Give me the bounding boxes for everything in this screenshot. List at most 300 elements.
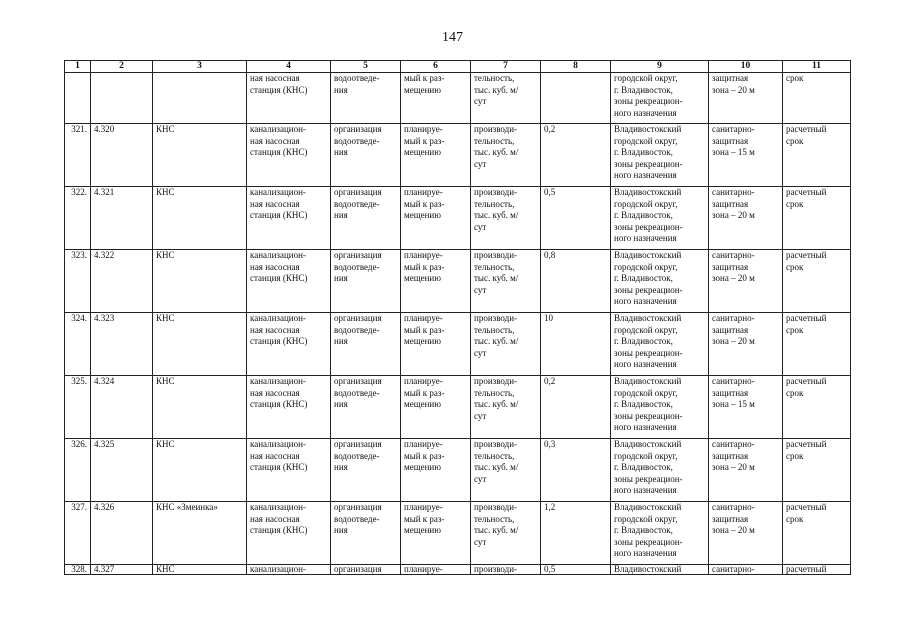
cell-value: 0,5 <box>541 187 611 250</box>
column-header: 1 <box>65 61 91 73</box>
cell-term <box>783 73 851 124</box>
cell-name: КНС <box>153 439 247 502</box>
cell-line: ного назначения <box>614 548 677 558</box>
cell-zone <box>709 376 783 439</box>
cell-characteristic <box>471 376 541 439</box>
cell-row-number: 328. <box>65 565 91 575</box>
cell-line: городской округ, <box>614 513 678 524</box>
cell-location <box>611 187 709 250</box>
cell-purpose <box>331 502 401 565</box>
cell-line: г. Владивосток, <box>614 273 673 283</box>
column-header: 3 <box>153 61 247 73</box>
cell-line: г. Владивосток, <box>614 84 673 95</box>
cell-status <box>401 124 471 187</box>
cell-line: зоны рекреацион- <box>614 410 683 421</box>
cell-line: сут <box>474 158 487 169</box>
cell-line: тельность, <box>474 261 515 272</box>
cell-line: производи- <box>474 250 518 260</box>
cell-line: зоны рекреацион- <box>614 536 683 547</box>
cell-line: водоотведе- <box>334 324 380 335</box>
cell-code <box>91 73 153 124</box>
cell-line: тыс. куб. м/ <box>474 336 519 346</box>
cell-line: планируе- <box>404 313 443 323</box>
cell-code: 4.320 <box>91 124 153 187</box>
cell-term <box>783 439 851 502</box>
cell-characteristic <box>471 565 541 575</box>
cell-zone <box>709 313 783 376</box>
cell-purpose <box>331 313 401 376</box>
cell-line: тельность, <box>474 450 515 461</box>
cell-line: расчетный <box>786 250 827 260</box>
cell-line: водоотведе- <box>334 73 380 83</box>
cell-line: ния <box>334 462 348 472</box>
cell-line: мый к раз- <box>404 513 445 524</box>
cell-line: ния <box>334 336 348 346</box>
cell-line: производи- <box>474 376 518 386</box>
cell-line: ная насосная <box>250 450 300 461</box>
cell-row-number: 327. <box>65 502 91 565</box>
cell-location <box>611 439 709 502</box>
cell-line: ная насосная <box>250 135 300 146</box>
cell-code: 4.327 <box>91 565 153 575</box>
cell-location <box>611 565 709 575</box>
column-header: 6 <box>401 61 471 73</box>
cell-type <box>247 250 331 313</box>
cell-value: 0,8 <box>541 250 611 313</box>
cell-line: г. Владивосток, <box>614 462 673 472</box>
cell-line: организация <box>334 376 382 386</box>
cell-row-number: 321. <box>65 124 91 187</box>
cell-line: ного назначения <box>614 422 677 432</box>
cell-line: станция (КНС) <box>250 84 308 95</box>
table-row <box>65 187 851 250</box>
cell-type <box>247 73 331 124</box>
cell-line: канализацион- <box>250 313 306 323</box>
cell-line: канализацион- <box>250 439 306 449</box>
cell-line: водоотведе- <box>334 450 380 461</box>
table-row <box>65 73 851 124</box>
table-row <box>65 376 851 439</box>
cell-line: защитная <box>712 324 749 335</box>
cell-line: зона – 20 м <box>712 210 755 220</box>
cell-line: планируе- <box>404 502 443 512</box>
cell-line: зоны рекреацион- <box>614 473 683 484</box>
cell-status <box>401 376 471 439</box>
cell-line: канализацион- <box>250 376 306 386</box>
cell-line: мещению <box>404 336 441 346</box>
cell-line: Владивостокский <box>614 564 682 574</box>
cell-line: канализацион- <box>250 564 306 574</box>
cell-line: расчетный <box>786 564 827 574</box>
cell-line: городской округ, <box>614 198 678 209</box>
cell-line: г. Владивосток, <box>614 399 673 409</box>
cell-line: расчетный <box>786 376 827 386</box>
cell-line: сут <box>474 96 487 106</box>
cell-line: зоны рекреацион- <box>614 221 683 232</box>
cell-line: ния <box>334 84 348 95</box>
cell-line: Владивостокский <box>614 313 682 323</box>
cell-location <box>611 376 709 439</box>
cell-line: расчетный <box>786 439 827 449</box>
cell-line: расчетный <box>786 502 827 512</box>
cell-type <box>247 187 331 250</box>
cell-row-number: 326. <box>65 439 91 502</box>
cell-line: производи- <box>474 564 518 574</box>
cell-line: тыс. куб. м/ <box>474 462 519 472</box>
cell-type <box>247 439 331 502</box>
cell-line: защитная <box>712 450 749 461</box>
cell-value: 0,5 <box>541 565 611 575</box>
cell-type <box>247 565 331 575</box>
cell-zone <box>709 565 783 575</box>
cell-line: ная насосная <box>250 261 300 272</box>
cell-line: сут <box>474 473 487 484</box>
cell-value: 0,3 <box>541 439 611 502</box>
column-header: 11 <box>783 61 851 73</box>
cell-location <box>611 313 709 376</box>
cell-row-number: 324. <box>65 313 91 376</box>
cell-line: планируе- <box>404 124 443 134</box>
cell-line: ная насосная <box>250 513 300 524</box>
cell-line: защитная <box>712 135 749 146</box>
cell-line: городской округ, <box>614 73 678 83</box>
cell-row-number <box>65 73 91 124</box>
cell-line: организация <box>334 187 382 197</box>
cell-line: Владивостокский <box>614 124 682 134</box>
cell-line: организация <box>334 502 382 512</box>
cell-line: сут <box>474 410 487 421</box>
cell-purpose <box>331 187 401 250</box>
cell-purpose <box>331 565 401 575</box>
page-number: 147 <box>442 30 463 45</box>
cell-line: станция (КНС) <box>250 525 308 535</box>
cell-line: мый к раз- <box>404 450 445 461</box>
cell-line: производи- <box>474 439 518 449</box>
table-row <box>65 439 851 502</box>
cell-line: мый к раз- <box>404 387 445 398</box>
cell-line: мещению <box>404 399 441 409</box>
cell-line: сут <box>474 536 487 547</box>
cell-line: тыс. куб. м/ <box>474 273 519 283</box>
cell-line: тыс. куб. м/ <box>474 210 519 220</box>
cell-line: канализацион- <box>250 502 306 512</box>
cell-type <box>247 376 331 439</box>
table-row <box>65 250 851 313</box>
table-row <box>65 565 851 575</box>
cell-code: 4.321 <box>91 187 153 250</box>
cell-status <box>401 313 471 376</box>
data-table <box>64 60 851 575</box>
cell-line: производи- <box>474 313 518 323</box>
cell-line: тельность, <box>474 513 515 524</box>
cell-line: расчетный <box>786 124 827 134</box>
cell-name: КНС <box>153 187 247 250</box>
cell-line: городской округ, <box>614 324 678 335</box>
cell-line: ного назначения <box>614 485 677 495</box>
cell-characteristic <box>471 187 541 250</box>
cell-line: Владивостокский <box>614 187 682 197</box>
cell-line: зона – 15 м <box>712 147 755 157</box>
table-body <box>65 73 851 575</box>
cell-line: водоотведе- <box>334 513 380 524</box>
cell-name: КНС «Змеинка» <box>153 502 247 565</box>
cell-line: санитарно- <box>712 439 755 449</box>
cell-line: мещению <box>404 147 441 157</box>
cell-line: сут <box>474 347 487 358</box>
cell-row-number: 323. <box>65 250 91 313</box>
cell-line: санитарно- <box>712 313 755 323</box>
cell-term <box>783 250 851 313</box>
column-header: 5 <box>331 61 401 73</box>
cell-code: 4.323 <box>91 313 153 376</box>
cell-term <box>783 313 851 376</box>
cell-value: 0,2 <box>541 376 611 439</box>
cell-line: ния <box>334 147 348 157</box>
cell-zone <box>709 439 783 502</box>
cell-line: организация <box>334 250 382 260</box>
cell-row-number: 325. <box>65 376 91 439</box>
table-row <box>65 124 851 187</box>
cell-term <box>783 376 851 439</box>
cell-line: производи- <box>474 187 518 197</box>
table-row <box>65 313 851 376</box>
cell-name: КНС <box>153 124 247 187</box>
cell-line: защитная <box>712 261 749 272</box>
cell-line: станция (КНС) <box>250 336 308 346</box>
cell-status <box>401 187 471 250</box>
cell-term <box>783 565 851 575</box>
cell-line: планируе- <box>404 439 443 449</box>
cell-line: г. Владивосток, <box>614 525 673 535</box>
column-header: 4 <box>247 61 331 73</box>
cell-line: мещению <box>404 462 441 472</box>
cell-name <box>153 73 247 124</box>
cell-line: тельность, <box>474 135 515 146</box>
cell-zone <box>709 250 783 313</box>
cell-status <box>401 565 471 575</box>
cell-line: ная насосная <box>250 387 300 398</box>
cell-line: сут <box>474 284 487 295</box>
cell-line: санитарно- <box>712 502 755 512</box>
column-header: 2 <box>91 61 153 73</box>
table-row <box>65 502 851 565</box>
cell-line: зона – 20 м <box>712 273 755 283</box>
cell-line: зона – 20 м <box>712 525 755 535</box>
cell-name: КНС <box>153 565 247 575</box>
cell-line: мещению <box>404 84 441 95</box>
cell-line: водоотведе- <box>334 261 380 272</box>
cell-line: ного назначения <box>614 107 677 118</box>
cell-line: планируе- <box>404 564 443 574</box>
cell-line: ния <box>334 273 348 283</box>
cell-line: мещению <box>404 273 441 283</box>
cell-line: тельность, <box>474 73 515 83</box>
cell-line: канализацион- <box>250 250 306 260</box>
cell-line: расчетный <box>786 313 827 323</box>
cell-line: санитарно- <box>712 250 755 260</box>
cell-status <box>401 73 471 124</box>
cell-line: тыс. куб. м/ <box>474 84 519 95</box>
cell-line: станция (КНС) <box>250 210 308 220</box>
cell-line: ная насосная <box>250 73 300 83</box>
cell-line: расчетный <box>786 187 827 197</box>
cell-line: Владивостокский <box>614 250 682 260</box>
cell-value <box>541 73 611 124</box>
cell-code: 4.322 <box>91 250 153 313</box>
cell-line: водоотведе- <box>334 135 380 146</box>
cell-line: станция (КНС) <box>250 147 308 157</box>
cell-line: срок <box>786 73 804 83</box>
cell-location <box>611 73 709 124</box>
cell-purpose <box>331 250 401 313</box>
cell-line: ния <box>334 399 348 409</box>
cell-line: срок <box>786 387 804 398</box>
cell-line: тельность, <box>474 324 515 335</box>
cell-code: 4.325 <box>91 439 153 502</box>
cell-line: срок <box>786 450 804 461</box>
cell-type <box>247 313 331 376</box>
cell-characteristic <box>471 124 541 187</box>
cell-purpose <box>331 376 401 439</box>
cell-line: тельность, <box>474 387 515 398</box>
cell-line: планируе- <box>404 376 443 386</box>
cell-line: станция (КНС) <box>250 273 308 283</box>
cell-line: канализацион- <box>250 124 306 134</box>
cell-line: канализацион- <box>250 187 306 197</box>
cell-characteristic <box>471 313 541 376</box>
cell-line: ния <box>334 525 348 535</box>
cell-line: ного назначения <box>614 296 677 306</box>
cell-line: сут <box>474 221 487 232</box>
cell-line: тыс. куб. м/ <box>474 525 519 535</box>
cell-line: производи- <box>474 502 518 512</box>
cell-characteristic <box>471 73 541 124</box>
cell-status <box>401 439 471 502</box>
cell-line: мещению <box>404 525 441 535</box>
cell-zone <box>709 187 783 250</box>
cell-line: Владивостокский <box>614 439 682 449</box>
cell-line: зоны рекреацион- <box>614 347 683 358</box>
cell-type <box>247 502 331 565</box>
cell-line: санитарно- <box>712 564 755 574</box>
cell-purpose <box>331 73 401 124</box>
cell-line: зона – 20 м <box>712 462 755 472</box>
cell-line: производи- <box>474 124 518 134</box>
cell-row-number: 322. <box>65 187 91 250</box>
cell-name: КНС <box>153 313 247 376</box>
cell-location <box>611 502 709 565</box>
cell-line: защитная <box>712 387 749 398</box>
cell-line: ного назначения <box>614 233 677 243</box>
cell-line: тельность, <box>474 198 515 209</box>
cell-characteristic <box>471 502 541 565</box>
column-header: 7 <box>471 61 541 73</box>
cell-line: санитарно- <box>712 376 755 386</box>
column-header: 9 <box>611 61 709 73</box>
cell-zone <box>709 502 783 565</box>
cell-line: городской округ, <box>614 387 678 398</box>
cell-value: 0,2 <box>541 124 611 187</box>
cell-status <box>401 250 471 313</box>
cell-location <box>611 250 709 313</box>
cell-line: мещению <box>404 210 441 220</box>
cell-line: городской округ, <box>614 135 678 146</box>
cell-name: КНС <box>153 376 247 439</box>
cell-line: ного назначения <box>614 359 677 369</box>
cell-line: срок <box>786 261 804 272</box>
cell-line: Владивостокский <box>614 502 682 512</box>
cell-characteristic <box>471 250 541 313</box>
cell-line: станция (КНС) <box>250 462 308 472</box>
cell-line: городской округ, <box>614 450 678 461</box>
cell-characteristic <box>471 439 541 502</box>
cell-zone <box>709 73 783 124</box>
cell-line: г. Владивосток, <box>614 147 673 157</box>
cell-line: организация <box>334 124 382 134</box>
cell-line: срок <box>786 198 804 209</box>
column-header: 8 <box>541 61 611 73</box>
cell-line: городской округ, <box>614 261 678 272</box>
cell-line: зона – 15 м <box>712 399 755 409</box>
cell-purpose <box>331 124 401 187</box>
cell-line: водоотведе- <box>334 198 380 209</box>
cell-line: срок <box>786 513 804 524</box>
cell-name: КНС <box>153 250 247 313</box>
cell-line: санитарно- <box>712 187 755 197</box>
cell-line: Владивостокский <box>614 376 682 386</box>
header-row <box>65 61 851 73</box>
cell-location <box>611 124 709 187</box>
cell-line: срок <box>786 135 804 146</box>
cell-term <box>783 124 851 187</box>
cell-line: станция (КНС) <box>250 399 308 409</box>
cell-line: защитная <box>712 513 749 524</box>
cell-term <box>783 502 851 565</box>
cell-line: водоотведе- <box>334 387 380 398</box>
cell-line: срок <box>786 324 804 335</box>
cell-value: 10 <box>541 313 611 376</box>
cell-line: зона – 20 м <box>712 84 755 95</box>
cell-line: тыс. куб. м/ <box>474 399 519 409</box>
cell-line: мый к раз- <box>404 135 445 146</box>
cell-line: санитарно- <box>712 124 755 134</box>
cell-line: зоны рекреацион- <box>614 284 683 295</box>
cell-zone <box>709 124 783 187</box>
cell-line: организация <box>334 313 382 323</box>
cell-line: зона – 20 м <box>712 336 755 346</box>
cell-term <box>783 187 851 250</box>
cell-type <box>247 124 331 187</box>
cell-line: г. Владивосток, <box>614 336 673 346</box>
cell-line: мый к раз- <box>404 324 445 335</box>
column-header: 10 <box>709 61 783 73</box>
cell-line: организация <box>334 564 382 574</box>
cell-line: мый к раз- <box>404 261 445 272</box>
cell-line: мый к раз- <box>404 198 445 209</box>
cell-code: 4.324 <box>91 376 153 439</box>
cell-line: защитная <box>712 73 749 83</box>
cell-line: мый к раз- <box>404 73 445 83</box>
cell-line: планируе- <box>404 187 443 197</box>
cell-value: 1,2 <box>541 502 611 565</box>
cell-line: г. Владивосток, <box>614 210 673 220</box>
cell-line: зоны рекреацион- <box>614 158 683 169</box>
cell-code: 4.326 <box>91 502 153 565</box>
cell-line: тыс. куб. м/ <box>474 147 519 157</box>
cell-line: зоны рекреацион- <box>614 96 683 106</box>
cell-purpose <box>331 439 401 502</box>
cell-line: ная насосная <box>250 324 300 335</box>
